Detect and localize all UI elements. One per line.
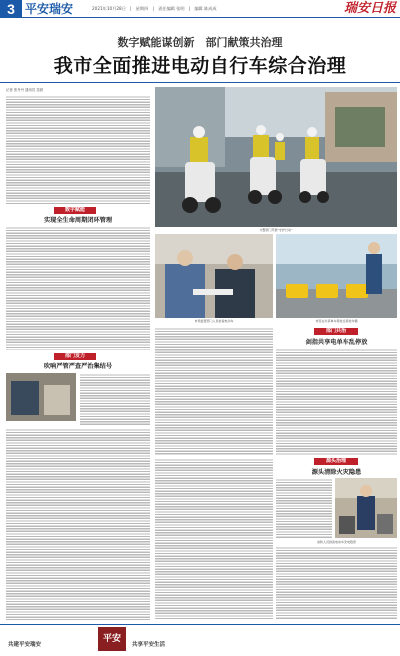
main-photo-caption: 交警部门开展“守护行动” xyxy=(259,228,293,232)
bottom-photo-image xyxy=(335,478,397,538)
art-editor: 编辑 陈成成 xyxy=(194,6,217,11)
main-photo xyxy=(155,87,397,227)
section-2-photo xyxy=(6,373,76,421)
intro-text xyxy=(6,95,150,205)
section-4-text-b xyxy=(276,546,397,620)
section-tag-2: 部门发力 xyxy=(54,353,96,360)
weekday: 星期四 xyxy=(135,6,149,11)
page-number: 3 xyxy=(0,0,22,18)
section-subhead-3: 剑指共享电单车乱停放 xyxy=(305,339,368,346)
section-1-text xyxy=(6,226,150,350)
main-photo-image xyxy=(155,87,397,227)
footer-logo: 平安 xyxy=(98,627,126,651)
divider xyxy=(0,82,400,83)
middle-left-image xyxy=(155,234,273,318)
kicker: 数字赋能谋创新 部门献策共治理 xyxy=(117,37,283,49)
headline: 我市全面推进电动自行车综合治理 xyxy=(53,56,347,77)
middle-right-image xyxy=(276,234,397,318)
section-title: 平安瑞安 xyxy=(25,2,74,16)
section-tag-3: 部门共治 xyxy=(314,328,358,335)
byline: 记者 张丹丹 通讯员 苗晨 xyxy=(6,88,44,92)
section-3-text xyxy=(276,348,397,455)
editor: 责任编辑 张明 xyxy=(158,6,185,11)
section-subhead-2: 吹响严管严查严治集结号 xyxy=(43,363,113,370)
section-2-text-b xyxy=(6,428,150,620)
section-tag-4: 源头治理 xyxy=(314,458,358,465)
masthead-logo: 瑞安日报 xyxy=(343,1,396,16)
middle-right-photo xyxy=(276,234,397,318)
section-tag-1: 数字赋能 xyxy=(54,207,96,214)
section-subhead-1: 实现全生命周期闭环管理 xyxy=(43,217,113,224)
header-meta: 2021年10月28日 | 星期四 | 责任编辑 张明 | 编辑 陈成成 xyxy=(92,6,217,11)
middle-right-caption: 市民在共享单车停放点停放车辆 xyxy=(315,319,358,323)
date: 2021年10月28日 xyxy=(92,6,126,11)
right-text-b xyxy=(155,458,273,620)
section-subhead-4: 源头清除火灾隐患 xyxy=(311,469,362,476)
footer-left-slogan: 共建平安瑞安 xyxy=(8,642,42,648)
bottom-photo-caption: 消防人员排查电动车充电隐患 xyxy=(316,540,356,544)
footer xyxy=(0,624,400,656)
section-2-text-a xyxy=(80,373,150,425)
footer-right-slogan: 共享平安生活 xyxy=(132,642,166,648)
bottom-photo xyxy=(335,478,397,538)
right-text-a xyxy=(155,327,273,455)
section-4-text-a xyxy=(276,478,332,538)
section-2-image xyxy=(6,373,76,421)
middle-left-caption: 市场监管部门人员检查电动车 xyxy=(194,319,234,323)
middle-left-photo xyxy=(155,234,273,318)
